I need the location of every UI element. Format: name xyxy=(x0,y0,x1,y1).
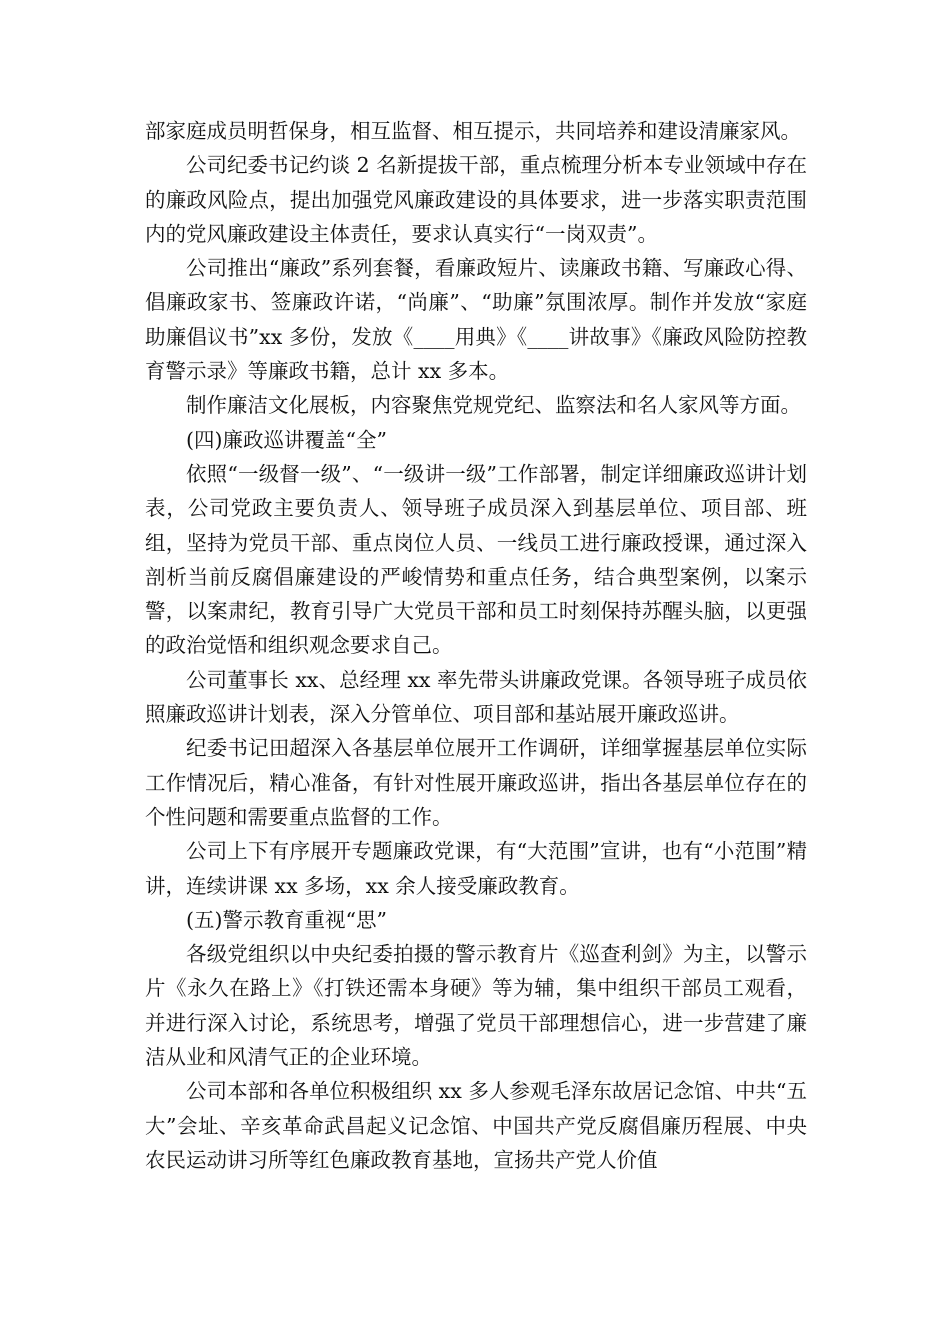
paragraph: 公司纪委书记约谈 2 名新提拔干部，重点梳理分析本专业领域中存在的廉政风险点，提出加强党风廉政建设的具体要求，进一步落实职责范围内的党风廉政建设主体责任，要求认真实行“一岗双责”。 xyxy=(145,153,807,246)
paragraph-continuation: 部家庭成员明哲保身，相互监督、相互提示，共同培养和建设清廉家风。 xyxy=(145,119,801,143)
paragraph: 依照“一级督一级”、“一级讲一级”工作部署，制定详细廉政巡讲计划表，公司党政主要负责人、领导班子成员深入到基层单位、项目部、班组，坚持为党员干部、重点岗位人员、一线员工进行廉政授课，通过深入剖析当前反腐倡廉建设的严峻情势和重点任务，结合典型案例，以案示警，以案肃纪，教育引导广大党员干部和员工时刻保持苏醒头脑，以更强的政治觉悟和组织观念要求自己。 xyxy=(145,461,807,658)
section-heading: (五)警示教育重视“思” xyxy=(186,907,387,932)
paragraph: 制作廉洁文化展板，内容聚焦党规党纪、监察法和名人家风等方面。 xyxy=(186,393,801,418)
document-body xyxy=(145,114,807,1177)
paragraph: 公司本部和各单位积极组织 xx 多人参观毛泽东故居记念馆、中共“五大”会址、辛亥革命武昌起义记念馆、中国共产党反腐倡廉历程展、中央农民运动讲习所等红色廉政教育基地，宣扬共产党人价值 xyxy=(145,1079,807,1172)
paragraph: 公司推出“廉政”系列套餐，看廉政短片、读廉政书籍、写廉政心得、倡廉政家书、签廉政许诺，“尚廉”、“助廉”氛围浓厚。制作并发放“家庭助廉倡议书”xx 多份，发放《____用典》《____讲故事》《廉政风险防控教育警示录》等廉政书籍，总计 xx 多本。 xyxy=(145,256,807,384)
paragraph: 公司董事长 xx、总经理 xx 率先带头讲廉政党课。各领导班子成员依照廉政巡讲计划表，深入分管单位、项目部和基站展开廉政巡讲。 xyxy=(145,667,807,727)
paragraph: 纪委书记田超深入各基层单位展开工作调研，详细掌握基层单位实际工作情况后，精心准备，有针对性展开廉政巡讲，指出各基层单位存在的个性问题和需要重点监督的工作。 xyxy=(145,736,807,829)
section-heading: (四)廉政巡讲覆盖“全” xyxy=(186,427,387,452)
paragraph: 各级党组织以中央纪委拍摄的警示教育片《巡查利剑》为主，以警示片《永久在路上》《打铁还需本身硬》等为辅，集中组织干部员工观看，并进行深入讨论，系统思考，增强了党员干部理想信心，进一步营建了廉洁从业和风清气正的企业环境。 xyxy=(145,942,807,1070)
paragraph: 公司上下有序展开专题廉政党课，有“大范围”宣讲，也有“小范围”精讲，连续讲课 xx 多场，xx 余人接受廉政教育。 xyxy=(145,839,807,898)
